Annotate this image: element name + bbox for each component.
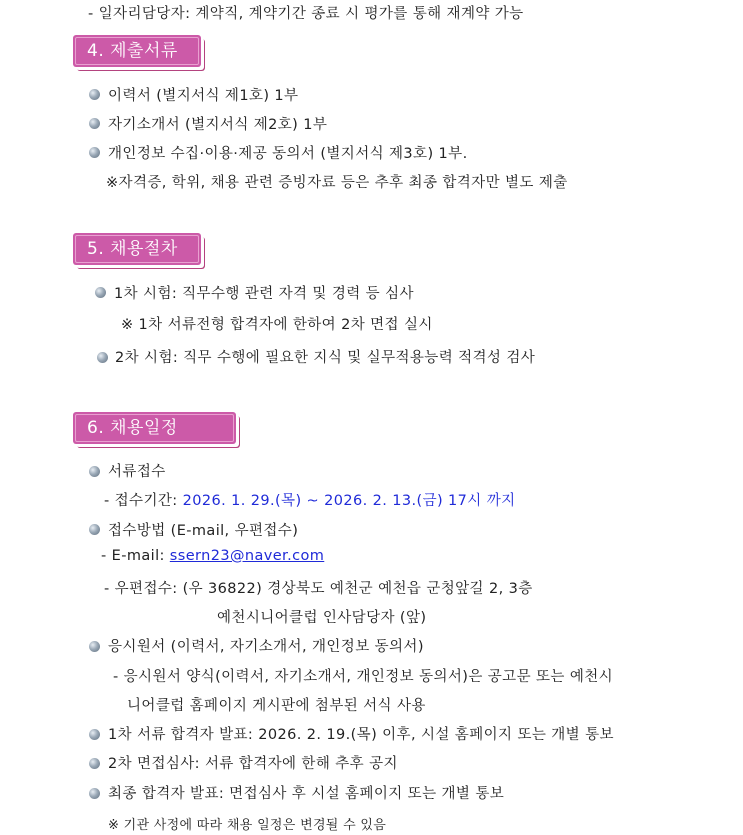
post-address: - 우편접수: (우 36822) 경상북도 예천군 예천읍 군청앞길 2, 3층 (104, 581, 533, 597)
list-item: 1차 시험: 직무수행 관련 자격 및 경력 등 심사 (114, 286, 414, 302)
bullet-icon (89, 758, 100, 769)
list-item: 1차 서류 합격자 발표: 2026. 2. 19.(목) 이후, 시설 홈페이지 또는 개별 통보 (108, 727, 614, 743)
post-recipient: 예천시니어클럽 인사담당자 (앞) (217, 610, 427, 626)
list-item: 2차 시험: 직무 수행에 필요한 지식 및 실무적용능력 적격성 검사 (115, 350, 536, 366)
receipt-period (104, 489, 516, 510)
list-item: 자기소개서 (별지서식 제2호) 1부 (108, 117, 328, 133)
bullet-icon (89, 641, 100, 652)
documents-note: ※자격증, 학위, 채용 관련 증빙자료 등은 추후 최종 합격자만 별도 제출 (106, 175, 568, 191)
bullet-icon (89, 118, 100, 129)
procedure-note: ※ 1차 서류전형 합격자에 한하여 2차 면접 실시 (121, 317, 433, 333)
section-header-schedule (73, 412, 236, 444)
list-item: 개인정보 수집·이용·제공 동의서 (별지서식 제3호) 1부. (108, 146, 468, 162)
email-line (101, 548, 324, 564)
bullet-icon (95, 287, 106, 298)
bullet-icon (89, 147, 100, 158)
bullet-icon (89, 466, 100, 477)
email-label: - E-mail: (101, 548, 170, 564)
section-title: 4. 제출서류 (87, 41, 178, 61)
list-item: 최종 합격자 발표: 면접심사 후 시설 홈페이지 또는 개별 통보 (108, 786, 505, 802)
bullet-icon (89, 89, 100, 100)
list-item: 접수방법 (E-mail, 우편접수) (108, 523, 299, 539)
section-title: 5. 채용절차 (87, 239, 178, 259)
top-note: - 일자리담당자: 계약직, 계약기간 종료 시 평가를 통해 재계약 가능 (88, 6, 524, 22)
list-item: 응시원서 (이력서, 자기소개서, 개인정보 동의서) (108, 639, 424, 655)
application-detail: - 응시원서 양식(이력서, 자기소개서, 개인정보 동의서)은 공고문 또는 예천시 (113, 669, 614, 685)
section-header-documents (73, 35, 201, 67)
bullet-icon (89, 788, 100, 799)
period-value: 2026. 1. 29.(목) ~ 2026. 2. 13.(금) 17시 까지 (182, 493, 516, 509)
bullet-icon (89, 524, 100, 535)
period-label: - 접수기간: (104, 493, 183, 509)
list-item: 2차 면접심사: 서류 합격자에 한해 추후 공지 (108, 756, 398, 772)
bullet-icon (97, 352, 108, 363)
email-link[interactable]: ssern23@naver.com (169, 548, 325, 564)
section-header-procedure (73, 233, 201, 265)
section-title: 6. 채용일정 (87, 418, 178, 438)
list-item: 서류접수 (108, 464, 166, 480)
schedule-footnote: ※ 기관 사정에 따라 채용 일정은 변경될 수 있음 (108, 818, 387, 833)
bullet-icon (89, 729, 100, 740)
list-item: 이력서 (별지서식 제1호) 1부 (108, 88, 299, 104)
application-detail-cont: 니어클럽 홈페이지 게시판에 첨부된 서식 사용 (127, 698, 426, 714)
